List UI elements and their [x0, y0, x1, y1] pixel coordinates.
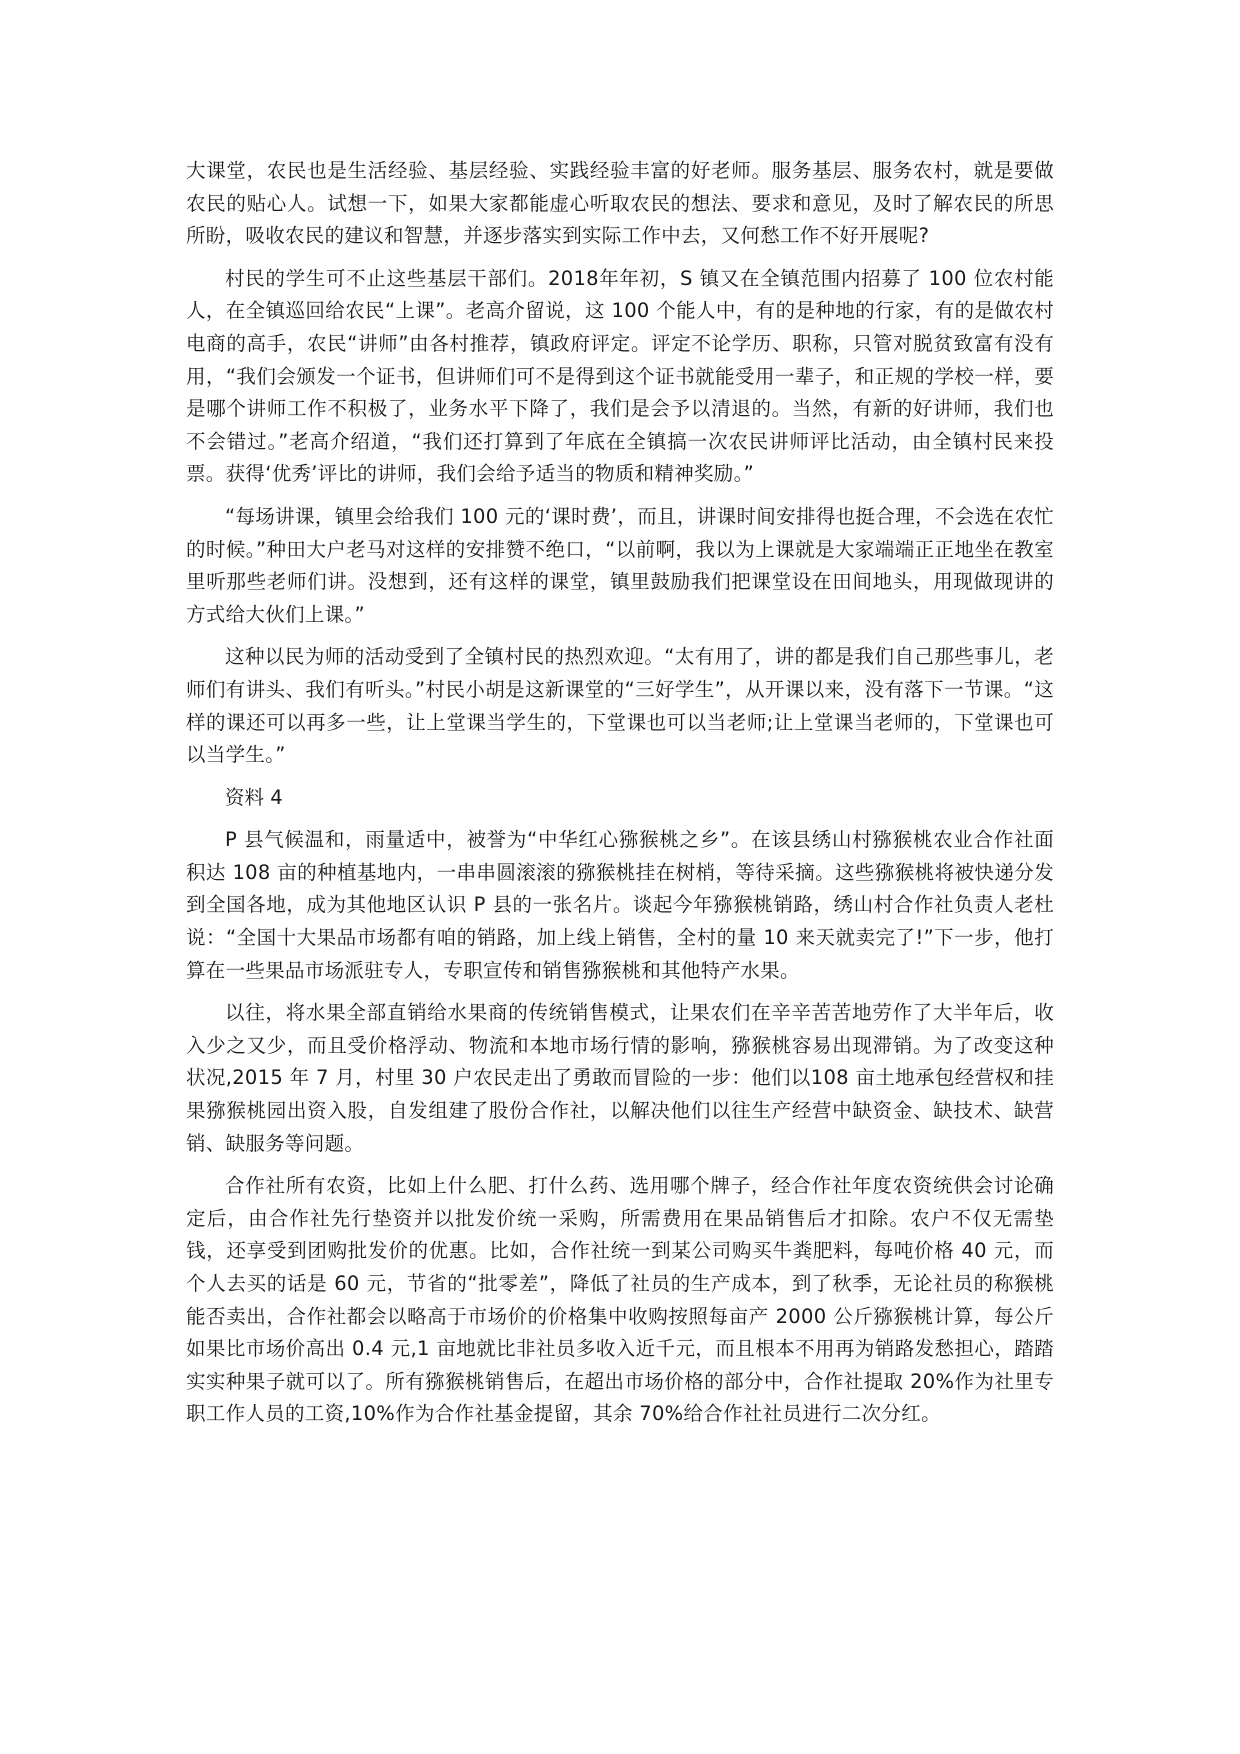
paragraph-2: 村民的学生可不止这些基层干部们。2018年年初，S 镇又在全镇范围内招募了 100 位农村能人，在全镇巡回给农民“上课”。老高介留说，这 100 个能人中，有的是种地的行家，有的是做农村电商的高手，农民“讲师”由各村推荐，镇政府评定。评定不论学历、职称，只管对脱贫致富有没有用，“我们会颁发一个证书，但讲师们可不是得到这个证书就能受用一辈子，和正规的学校一样，要是哪个讲师工作不积极了，业务水平下降了，我们是会予以清退的。当然，有新的好讲师，我们也不会错过。”老高介绍道，“我们还打算到了年底在全镇搞一次农民讲师评比活动，由全镇村民来投票。获得‘优秀’评比的讲师，我们会给予适当的物质和精神奖励。” — [186, 266, 1054, 486]
paragraph-5: P 县气候温和，雨量适中，被誉为“中华红心猕猴桃之乡”。在该县绣山村猕猴桃农业合作社面积达 108 亩的种植基地内，一串串圆滚滚的猕猴桃挂在树梢，等待采摘。这些猕猴桃将被快递分发到全国各地，成为其他地区认识 P 县的一张名片。谈起今年猕猴桃销路，绣山村合作社负责人老杜说：“全国十大果品市场都有咱的销路，加上线上销售，全村的量 10 来天就卖完了!”下一步，他打算在一些果品市场派驻专人，专职宣传和销售猕猴桃和其他特产水果。 — [186, 828, 1054, 982]
paragraph-4: 这种以民为师的活动受到了全镇村民的热烈欢迎。“太有用了，讲的都是我们自己那些事儿，老师们有讲头、我们有听头。”村民小胡是这新课堂的“三好学生”，从开课以来，没有落下一节课。“这样的课还可以再多一些，让上堂课当学生的，下堂课也可以当老师;让上堂课当老师的，下堂课也可以当学生。” — [186, 645, 1054, 767]
section-heading: 资料 4 — [225, 785, 283, 809]
document-page — [186, 155, 1054, 1441]
paragraph-7: 合作社所有农资，比如上什么肥、打什么药、选用哪个牌子，经合作社年度农资统供会讨论确定后，由合作社先行垫资并以批发价统一采购，所需费用在果品销售后才扣除。农户不仅无需垫钱，还享受到团购批发价的优惠。比如，合作社统一到某公司购买牛粪肥料，每吨价格 40 元，而个人去买的话是 60 元，节省的“批零差”，降低了社员的生产成本，到了秋季，无论社员的称猴桃能否卖出，合作社都会以略高于市场价的价格集中收购按照每亩产 2000 公斤猕猴桃计算，每公斤如果比市场价高出 0.4 元,1 亩地就比非社员多收入近千元，而且根本不用再为销路发愁担心，踏踏实实种果子就可以了。所有猕猴桃销售后，在超出市场价格的部分中，合作社提取 20%作为社里专职工作人员的工资,10%作为合作社基金提留，其余 70%给合作社社员进行二次分红。 — [186, 1174, 1054, 1426]
paragraph-1: 大课堂，农民也是生活经验、基层经验、实践经验丰富的好老师。服务基层、服务农村，就是要做农民的贴心人。试想一下，如果大家都能虚心听取农民的想法、要求和意见，及时了解农民的所思所盼，吸收农民的建议和智慧，并逐步落实到实际工作中去，又何愁工作不好开展呢? — [186, 159, 1054, 248]
paragraph-3: “每场讲课，镇里会给我们 100 元的‘课时费’，而且，讲课时间安排得也挺合理，不会选在农忙的时候。”种田大户老马对这样的安排赞不绝口，“以前啊，我以为上课就是大家端端正正地坐在教室里听那些老师们讲。没想到，还有这样的课堂，镇里鼓励我们把课堂设在田间地头，用现做现讲的方式给大伙们上课。” — [186, 504, 1054, 626]
paragraph-6: 以往，将水果全部直销给水果商的传统销售模式，让果农们在辛辛苦苦地劳作了大半年后，收入少之又少，而且受价格浮动、物流和本地市场行情的影响，猕猴桃容易出现滞销。为了改变这种状况,2015 年 7 月，村里 30 户农民走出了勇敢而冒险的一步：他们以108 亩土地承包经营权和挂果猕猴桃园出资入股，自发组建了股份合作社，以解决他们以往生产经营中缺资金、缺技术、缺营销、缺服务等问题。 — [186, 1001, 1054, 1155]
